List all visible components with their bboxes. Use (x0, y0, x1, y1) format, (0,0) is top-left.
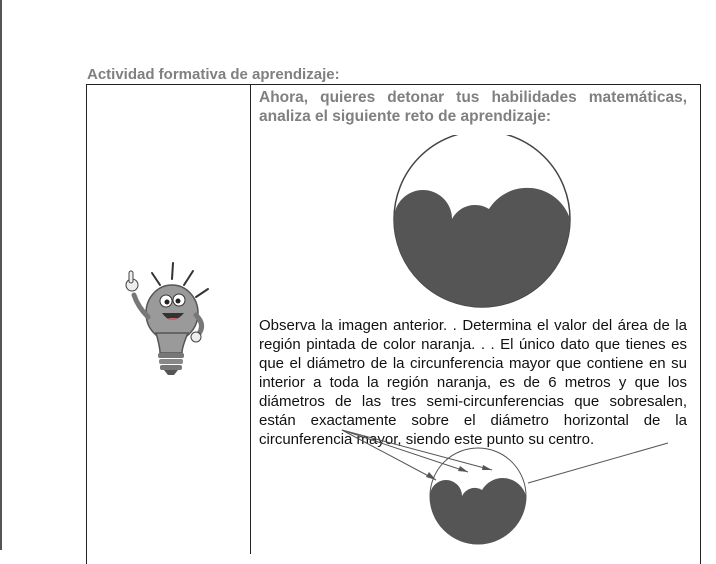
page-left-border (0, 0, 2, 550)
bottom-circle-figure (428, 444, 528, 550)
table-column-divider (250, 84, 251, 554)
challenge-instructions: Observa la imagen anterior. . Determina el valor del área de la región pintada de color naranja. . . El único dato que tienes es que el diámetro de la circunferencia mayor que contiene en su interior a toda la región naranja, es de 6 metros y que los diámetros de las tres semi-circunferencias que sobresalen, están exactamente sobre el diámetro horizontal de la circunferencia mayor, siendo este punto su centro. (259, 317, 687, 448)
main-circle-figure (389, 135, 575, 311)
lightbulb-mascot-icon (110, 255, 220, 380)
activity-title: Actividad formativa de aprendizaje: (87, 66, 340, 83)
challenge-intro: Ahora, quieres detonar tus habilidades matemáticas, analiza el siguiente reto de aprendizaje: (259, 89, 687, 125)
